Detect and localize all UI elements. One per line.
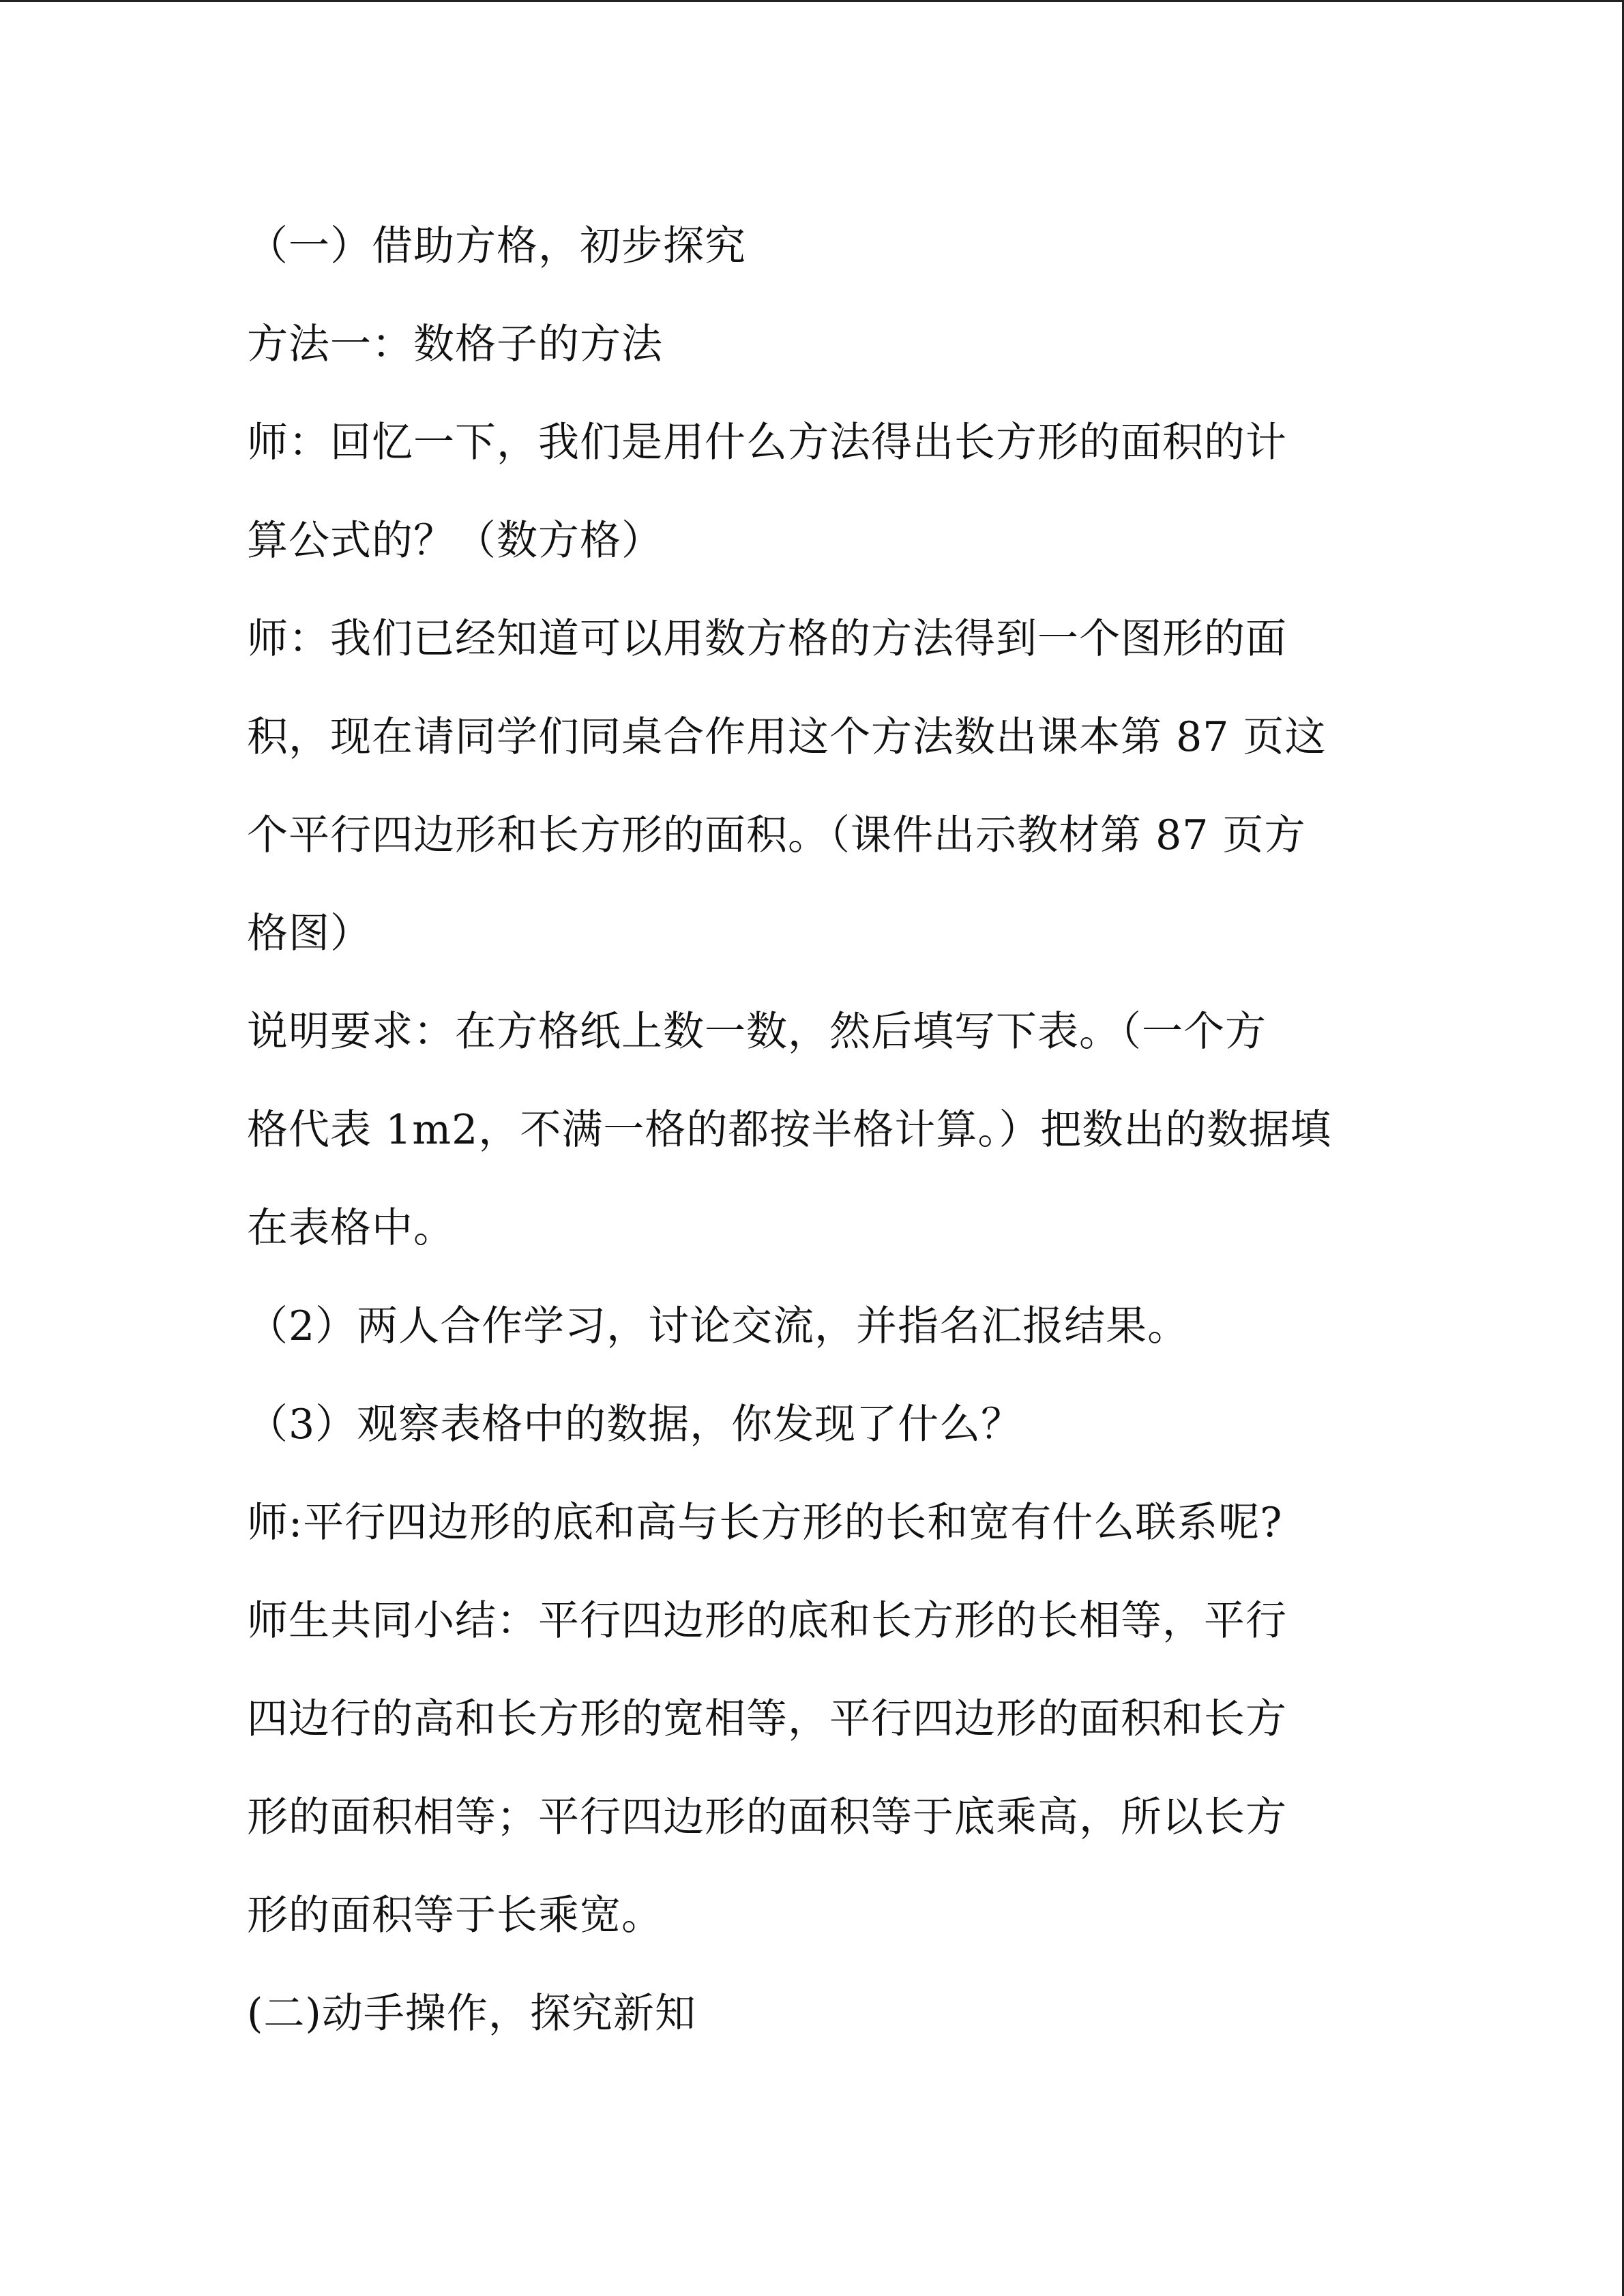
section-heading-2: (二)动手操作，探究新知 <box>247 1990 696 2038</box>
text-line: 形的面积相等；平行四边形的面积等于底乘高，所以长方 <box>247 1793 1287 1841</box>
text-line: 积，现在请同学们同桌合作用这个方法数出课本第 87 页这 <box>247 713 1327 761</box>
text-line: 师生共同小结：平行四边形的底和长方形的长相等，平行 <box>247 1597 1287 1645</box>
text-line: 形的面积等于长乘宽。 <box>247 1892 663 1939</box>
text-line: 格代表 1m2，不满一格的都按半格计算。）把数出的数据填 <box>247 1106 1332 1154</box>
text-line: （3）观察表格中的数据，你发现了什么？ <box>247 1401 1023 1448</box>
text-line: 说明要求：在方格纸上数一数，然后填写下表。（一个方 <box>247 1008 1267 1056</box>
method-heading: 方法一：数格子的方法 <box>247 320 663 368</box>
section-heading-1: （一）借助方格，初步探究 <box>247 222 746 270</box>
text-line: 四边行的高和长方形的宽相等，平行四边形的面积和长方 <box>247 1695 1287 1743</box>
text-line: 格图） <box>247 910 372 957</box>
text-line: 师:平行四边形的底和高与长方形的长和宽有什么联系呢? <box>247 1499 1283 1547</box>
text-line: 在表格中。 <box>247 1204 455 1252</box>
text-line: 算公式的？（数方格） <box>247 517 663 565</box>
text-line: 师：我们已经知道可以用数方格的方法得到一个图形的面 <box>247 615 1287 663</box>
text-line: 个平行四边形和长方形的面积。（课件出示教材第 87 页方 <box>247 811 1306 859</box>
text-line: （2）两人合作学习，讨论交流，并指名汇报结果。 <box>247 1302 1190 1350</box>
text-line: 师：回忆一下，我们是用什么方法得出长方形的面积的计 <box>247 419 1287 466</box>
